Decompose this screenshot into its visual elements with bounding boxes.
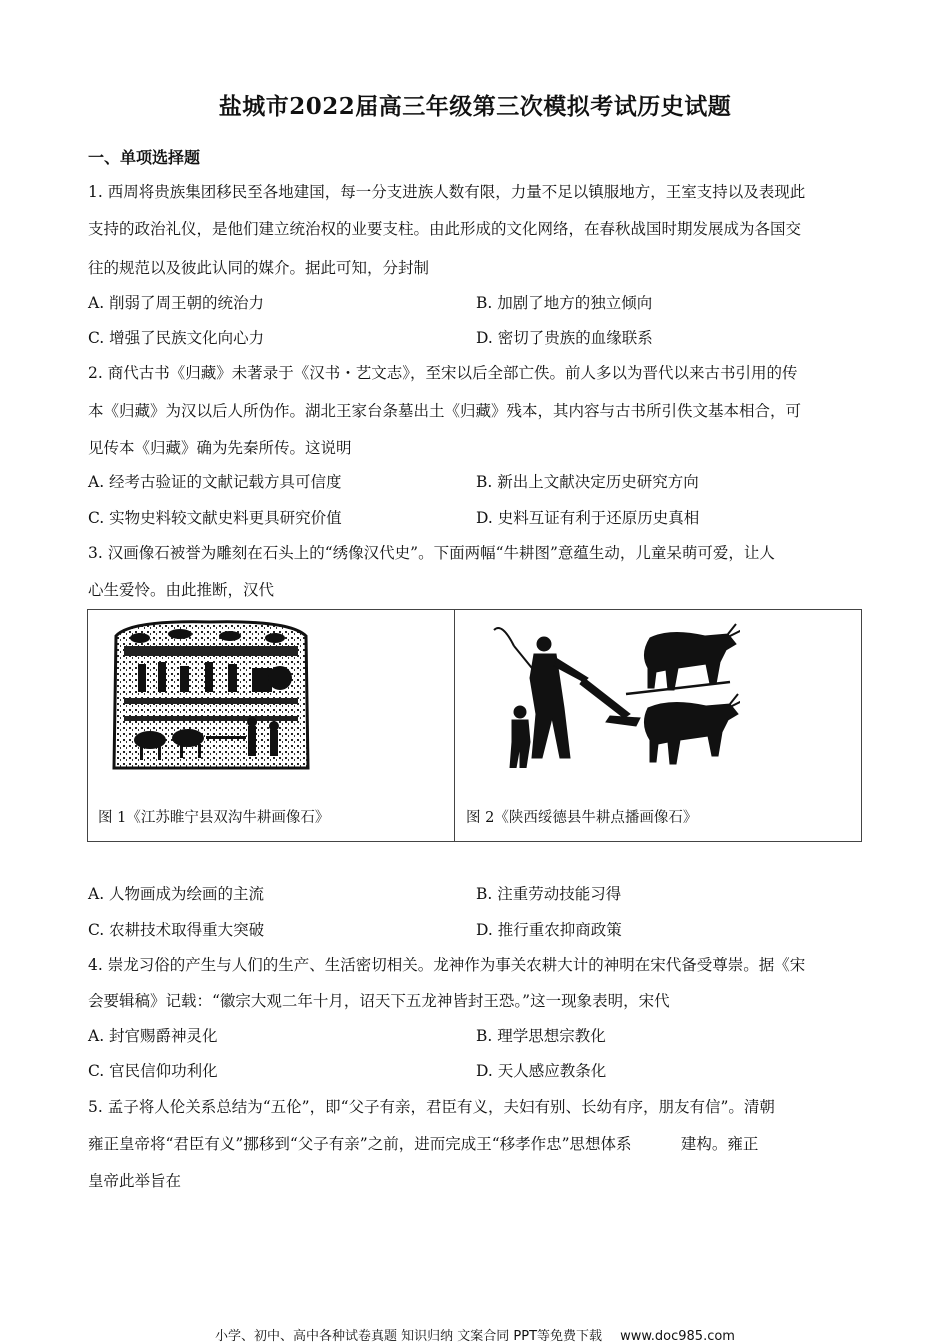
q1-option-a: A. 削弱了周王朝的统治力 <box>88 294 265 312</box>
page-title: 盐城市2022届高三年级第三次模拟考试历史试题 <box>218 93 732 120</box>
q1-option-c: C. 增强了民族文化向心力 <box>88 329 265 347</box>
q2-line-1: 2. 商代古书《归藏》未著录于《汉书・艺文志》，至宋以后全部亡佚。前人多以为晋代以来古书引用的传 <box>88 364 798 382</box>
q5-line-2: 雍正皇帝将“君臣有义”挪移到“父子有亲”之前，进而完成王“移孝作忠”思想体系 建构。雍正 <box>88 1135 759 1153</box>
q3-option-b: B. 注重劳动技能习得 <box>476 885 622 903</box>
q4-option-b: B. 理学思想宗教化 <box>476 1027 606 1045</box>
q1-line-3: 往的规范以及彼此认同的媒介。据此可知，分封制 <box>88 259 430 277</box>
page-footer <box>0 1325 950 1344</box>
q4-line-1: 4. 崇龙习俗的产生与人们的生产、生活密切相关。龙神作为事关农耕大计的神明在宋代备受尊崇。据《宋 <box>88 956 806 974</box>
fig1-stone-relief-image <box>110 618 312 770</box>
fig1-caption: 图 1《江苏睢宁县双沟牛耕画像石》 <box>98 810 330 826</box>
figure-table <box>87 609 862 842</box>
fig2-caption: 图 2《陕西绥德县牛耕点播画像石》 <box>466 810 698 826</box>
q5-line-3: 皇帝此举旨在 <box>88 1172 182 1190</box>
q5-line-1: 5. 孟子将人伦关系总结为“五伦”，即“父子有亲，君臣有义，夫妇有别、长幼有序，朋友有信”。清朝 <box>88 1098 775 1116</box>
q2-option-b: B. 新出上文献决定历史研究方向 <box>476 473 699 491</box>
q2-option-d: D. 史料互证有利于还原历史真相 <box>476 509 700 527</box>
q2-option-a: A. 经考古验证的文献记载方具可信度 <box>88 473 342 491</box>
q1-option-d: D. 密切了贵族的血缘联系 <box>476 329 653 347</box>
q4-line-2: 会要辑稿》记载：“徽宗大观二年十月，诏天下五龙神皆封王恐。”这一现象表明，宋代 <box>88 992 670 1010</box>
section-heading: 一、单项选择题 <box>88 148 201 167</box>
q3-line-1: 3. 汉画像石被誉为雕刻在石头上的“绣像汉代史”。下面两幅“牛耕图”意蕴生动，儿童呆萌可爱，让人 <box>88 544 775 562</box>
footer-text: 小学、初中、高中各种试卷真题 知识归纳 文案合同 PPT等免费下载 <box>215 1329 603 1344</box>
q2-line-3: 见传本《归藏》确为先秦所传。这说明 <box>88 439 352 457</box>
footer-link[interactable]: www.doc985.com <box>620 1329 735 1344</box>
q4-option-d: D. 天人感应教条化 <box>476 1062 607 1080</box>
fig2-ox-plough-image <box>480 618 740 768</box>
figure-divider <box>454 610 455 841</box>
q4-option-c: C. 官民信仰功利化 <box>88 1062 218 1080</box>
q3-option-c: C. 农耕技术取得重大突破 <box>88 921 265 939</box>
q1-option-b: B. 加剧了地方的独立倾向 <box>476 294 653 312</box>
q3-option-d: D. 推行重农抑商政策 <box>476 921 622 939</box>
q1-line-1: 1. 西周将贵族集团移民至各地建国，每一分支进族人数有限，力量不足以镇服地方，王室支持以及表现此 <box>88 183 806 201</box>
q4-option-a: A. 封官赐爵神灵化 <box>88 1027 218 1045</box>
q3-line-2: 心生爱怜。由此推断，汉代 <box>88 581 275 599</box>
q1-line-2: 支持的政治礼仪，是他们建立统治权的业要支柱。由此形成的文化网络，在春秋战国时期发展成为各国交 <box>88 220 802 238</box>
q2-line-2: 本《归藏》为汉以后人所伪作。湖北王家台条墓出土《归藏》残本，其内容与古书所引佚文基本相合，可 <box>88 402 802 420</box>
q2-option-c: C. 实物史料较文献史料更具研究价值 <box>88 509 342 527</box>
q3-option-a: A. 人物画成为绘画的主流 <box>88 885 265 903</box>
